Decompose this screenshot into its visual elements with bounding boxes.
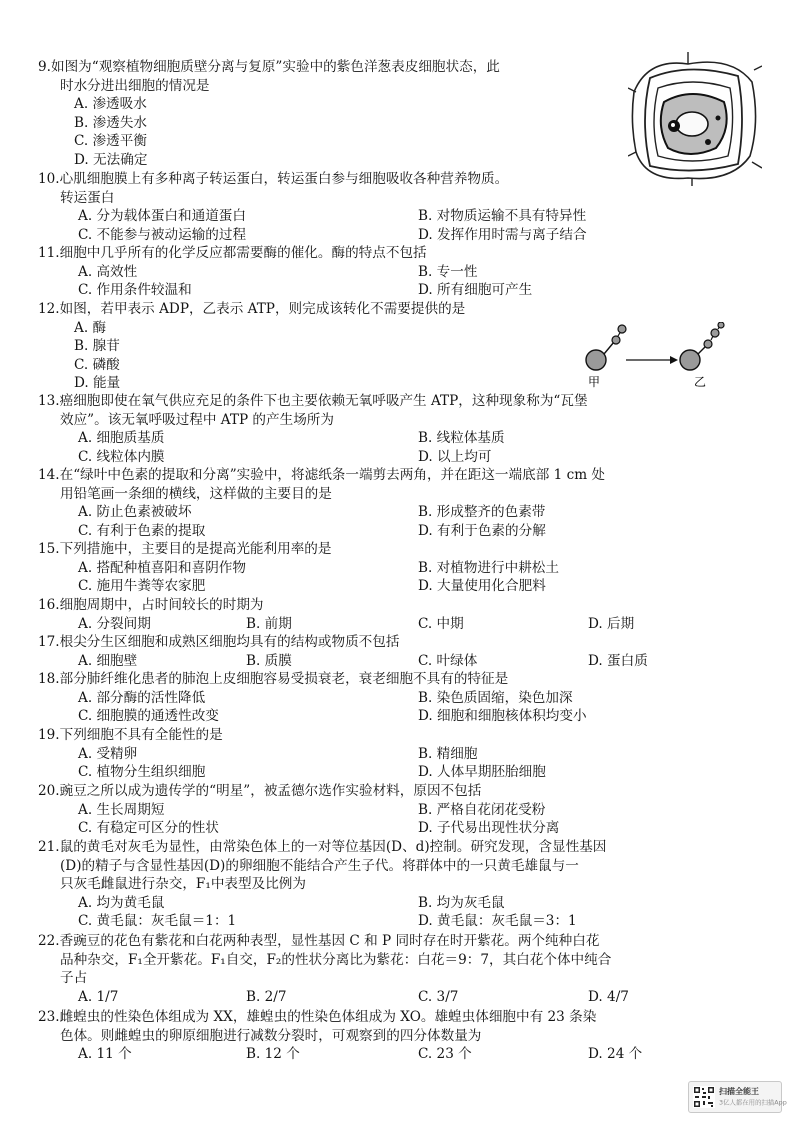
- scanner-logo: 扫描全能王: [719, 1087, 759, 1096]
- option-a: A. 细胞壁: [78, 652, 138, 669]
- option-b: B. 对植物进行中耕松土: [418, 559, 559, 576]
- option-b: B. 线粒体基质: [418, 430, 505, 447]
- option-d: D. 人体早期胚胎细胞: [418, 764, 546, 781]
- option-b: B. 严格自花闭花受粉: [418, 801, 546, 818]
- question-20: [38, 782, 638, 838]
- option-d: D. 所有细胞可产生: [418, 282, 533, 299]
- question-stem-cont: 品种杂交，F₁全开紫花。F₁自交，F₂的性状分离比为紫花：白花＝9：7，其白花个体中纯合: [60, 951, 612, 968]
- question-stem: 18.部分肺纤维化患者的肺泡上皮细胞容易受损衰老，衰老细胞不具有的特征是: [38, 671, 509, 687]
- option-d: D. 无法确定: [74, 151, 148, 168]
- question-11: [38, 244, 638, 300]
- question-21: [38, 838, 638, 931]
- option-b: B. 腺苷: [74, 338, 120, 355]
- option-c: C. 3/7: [418, 988, 459, 1005]
- question-stem: 10.心肌细胞膜上有多种离子转运蛋白，转运蛋白参与细胞吸收各种营养物质。: [38, 171, 509, 187]
- question-stem-cont: 效应”。该无氧呼吸过程中 ATP 的产生场所为: [60, 411, 334, 428]
- question-stem: 20.豌豆之所以成为遗传学的“明星”，被孟德尔选作实验材料，原因不包括: [38, 783, 482, 799]
- option-d: D. 发挥作用时需与离子结合: [418, 226, 587, 243]
- question-stem-cont: 子占: [60, 970, 88, 987]
- option-c: C. 叶绿体: [418, 652, 478, 669]
- option-a: A. 11 个: [78, 1046, 132, 1063]
- question-13: [38, 392, 638, 466]
- option-d: D. 4/7: [588, 988, 629, 1005]
- option-b: B. 前期: [246, 615, 292, 632]
- option-c: C. 有利于色素的提取: [78, 522, 206, 539]
- option-c: C. 线粒体内膜: [78, 448, 165, 465]
- question-19: [38, 726, 638, 782]
- question-stem: 11.细胞中几乎所有的化学反应都需要酶的催化。酶的特点不包括: [38, 245, 427, 261]
- question-17: [38, 633, 648, 670]
- option-a: A. 细胞质基质: [78, 430, 165, 447]
- option-c: C. 作用条件较温和: [78, 282, 192, 299]
- question-stem-cont: 只灰毛雌鼠进行杂交，F₁中表型及比例为: [60, 876, 306, 893]
- option-a: A. 搭配种植喜阳和喜阴作物: [78, 559, 246, 576]
- question-10: [38, 170, 638, 244]
- option-d: D. 蛋白质: [588, 652, 648, 669]
- question-stem: 12.如图，若甲表示 ADP，乙表示 ATP，则完成该转化不需要提供的是: [38, 301, 466, 317]
- option-d: D. 24 个: [588, 1046, 643, 1063]
- question-stem: 17.根尖分生区细胞和成熟区细胞均具有的结构或物质不包括: [38, 634, 400, 650]
- question-18: [38, 670, 638, 726]
- option-b: B. 质膜: [246, 652, 292, 669]
- option-b: B. 12 个: [246, 1046, 300, 1063]
- option-c: C. 黄毛鼠：灰毛鼠＝1：1: [78, 913, 237, 930]
- option-c: C. 有稳定可区分的性状: [78, 820, 219, 837]
- option-c: C. 植物分生组织细胞: [78, 764, 206, 781]
- option-b: B. 对物质运输不具有特异性: [418, 208, 587, 225]
- scanner-watermark: [688, 1081, 787, 1113]
- question-23: [38, 1008, 643, 1064]
- option-a: A. 高效性: [78, 263, 138, 280]
- option-d: D. 有利于色素的分解: [418, 522, 546, 539]
- plasmolysis-cell-figure: [628, 52, 762, 186]
- question-stem: 21.鼠的黄毛对灰毛为显性，由常染色体上的一对等位基因(D、d)控制。研究发现，含显性基因: [38, 839, 607, 855]
- question-stem-cont: 转运蛋白: [60, 189, 115, 206]
- question-12: [38, 300, 638, 393]
- label-yi: 乙: [694, 375, 707, 389]
- question-stem-cont: 用铅笔画一条细的横线，这样做的主要目的是: [60, 485, 332, 502]
- question-16: [38, 596, 638, 633]
- option-b: B. 均为灰毛鼠: [418, 894, 505, 911]
- question-stem: 9.如图为“观察植物细胞质壁分离与复原”实验中的紫色洋葱表皮细胞状态，此: [38, 59, 500, 75]
- question-stem: 19.下列细胞不具有全能性的是: [38, 727, 223, 743]
- question-stem: 22.香豌豆的花色有紫花和白花两种表型，显性基因 C 和 P 同时存在时开紫花。两个纯种白花: [38, 933, 600, 949]
- option-c: C. 渗透平衡: [74, 133, 147, 150]
- option-b: B. 精细胞: [418, 745, 478, 762]
- label-jia: 甲: [588, 375, 601, 389]
- option-d: D. 大量使用化合肥料: [418, 578, 546, 595]
- option-a: A. 受精卵: [78, 745, 138, 762]
- option-d: D. 子代易出现性状分离: [418, 820, 560, 837]
- option-d: D. 以上均可: [418, 448, 492, 465]
- option-a: A. 防止色素被破坏: [78, 504, 192, 521]
- scanner-tagline: 3亿人都在用的扫描App: [719, 1099, 787, 1107]
- option-a: A. 生长周期短: [78, 801, 165, 818]
- option-d: D. 能量: [74, 375, 121, 392]
- option-a: A. 1/7: [78, 988, 119, 1005]
- question-9: [38, 58, 638, 170]
- option-b: B. 2/7: [246, 988, 287, 1005]
- question-stem: 23.雌蝗虫的性染色体组成为 XX，雄蝗虫的性染色体组成为 XO。雄蝗虫体细胞中有 23 条染: [38, 1009, 597, 1025]
- option-b: B. 渗透失水: [74, 114, 148, 131]
- question-stem: 14.在“绿叶中色素的提取和分离”实验中，将滤纸条一端剪去两角，并在距这一端底部 1 cm 处: [38, 467, 606, 483]
- option-a: A. 分裂间期: [78, 615, 151, 632]
- option-b: B. 染色质固缩，染色加深: [418, 689, 573, 706]
- option-a: A. 酶: [74, 319, 107, 336]
- question-stem: 15.下列措施中，主要目的是提高光能利用率的是: [38, 541, 332, 557]
- option-a: A. 分为载体蛋白和通道蛋白: [78, 208, 246, 225]
- option-c: C. 23 个: [418, 1046, 472, 1063]
- option-c: C. 施用牛粪等农家肥: [78, 578, 206, 595]
- option-a: A. 部分酶的活性降低: [78, 689, 206, 706]
- question-15: [38, 540, 638, 596]
- option-b: B. 形成整齐的色素带: [418, 504, 546, 521]
- option-d: D. 后期: [588, 615, 635, 632]
- option-a: A. 渗透吸水: [74, 96, 147, 113]
- option-c: C. 细胞膜的通透性改变: [78, 708, 219, 725]
- qr-code-icon: [693, 1086, 715, 1108]
- option-c: C. 中期: [418, 615, 464, 632]
- question-22: [38, 932, 638, 1006]
- option-d: D. 细胞和细胞核体积均变小: [418, 708, 587, 725]
- option-c: C. 不能参与被动运输的过程: [78, 226, 247, 243]
- question-stem-cont: (D)的精子与含显性基因(D)的卵细胞不能结合产生子代。将群体中的一只黄毛雄鼠与一: [60, 857, 579, 874]
- question-stem-cont: 时水分进出细胞的情况是: [60, 77, 210, 94]
- question-14: [38, 466, 638, 540]
- option-c: C. 磷酸: [74, 356, 120, 373]
- option-d: D. 黄毛鼠：灰毛鼠＝3：1: [418, 913, 577, 930]
- option-a: A. 均为黄毛鼠: [78, 894, 165, 911]
- question-stem: 16.细胞周期中，占时间较长的时期为: [38, 597, 264, 613]
- question-stem-cont: 色体。则雌蝗虫的卵原细胞进行减数分裂时，可观察到的四分体数量为: [60, 1027, 482, 1044]
- adp-atp-figure: [578, 322, 728, 390]
- question-stem: 13.癌细胞即使在氧气供应充足的条件下也主要依赖无氧呼吸产生 ATP，这种现象称为“瓦堡: [38, 393, 588, 409]
- option-b: B. 专一性: [418, 263, 478, 280]
